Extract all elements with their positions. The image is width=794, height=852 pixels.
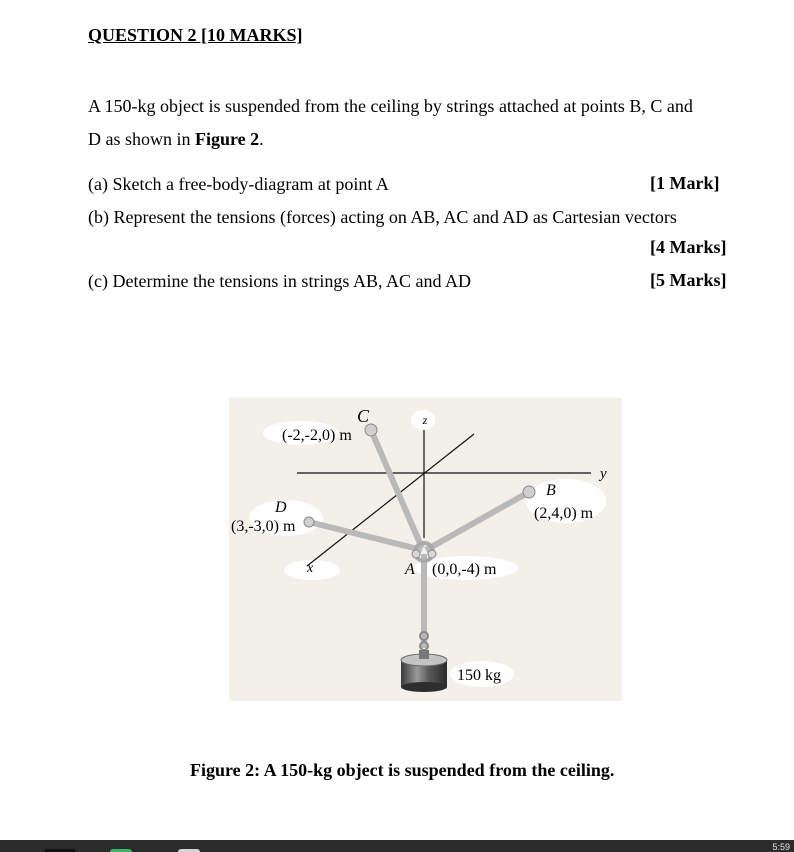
point-c-coords: (-2,-2,0) m: [282, 427, 352, 444]
figure-caption: Figure 2: A 150-kg object is suspended from the ceiling.: [190, 760, 615, 780]
part-b-marks: [4 Marks]: [650, 237, 727, 257]
taskbar-clock: 5:59: [772, 842, 790, 852]
point-d-coords: (3,-3,0) m: [231, 518, 296, 535]
rope-ab: [426, 492, 529, 550]
intro-line-2-pre: D as shown in: [88, 129, 195, 149]
point-b-coords: (2,4,0) m: [534, 505, 594, 522]
hook-b: [523, 486, 535, 498]
figure-reference: Figure 2: [195, 129, 260, 149]
part-c-marks: [5 Marks]: [650, 270, 727, 290]
rope-ad: [309, 522, 422, 550]
ring-a-clip-left: [412, 550, 420, 558]
x-axis: [307, 434, 474, 566]
part-a-marks: [1 Mark]: [650, 173, 720, 193]
mass-bottom: [401, 682, 447, 692]
point-a-coords: (0,0,-4) m: [432, 561, 497, 578]
point-c-label: C: [357, 406, 370, 426]
point-d-label: D: [275, 499, 287, 516]
intro-line-1: A 150-kg object is suspended from the ceiling by strings attached at points B, C and: [88, 96, 693, 116]
rope-ac: [371, 430, 422, 548]
part-b-text: (b) Represent the tensions (forces) acting on AB, AC and AD as Cartesian vectors: [88, 207, 677, 227]
mass-handle: [419, 650, 429, 659]
ring-a-clip-right: [428, 550, 436, 558]
mass-label: 150 kg: [457, 667, 501, 684]
intro-line-2-post: .: [259, 129, 264, 149]
intro-line-2: [88, 128, 264, 150]
part-c-text: (c) Determine the tensions in strings AB, AC and AD: [88, 271, 471, 291]
question-heading: QUESTION 2 [10 MARKS]: [88, 25, 303, 45]
axis-z-label: z: [422, 413, 428, 427]
point-a-label: A: [405, 561, 415, 578]
point-b-label: B: [546, 482, 556, 499]
axis-y-label: y: [600, 466, 607, 482]
hook-d: [304, 517, 314, 527]
axis-x-label: x: [307, 561, 314, 576]
part-a-text: (a) Sketch a free-body-diagram at point A: [88, 174, 389, 194]
figure-2: [229, 398, 622, 701]
figure-diagram: [229, 398, 622, 701]
